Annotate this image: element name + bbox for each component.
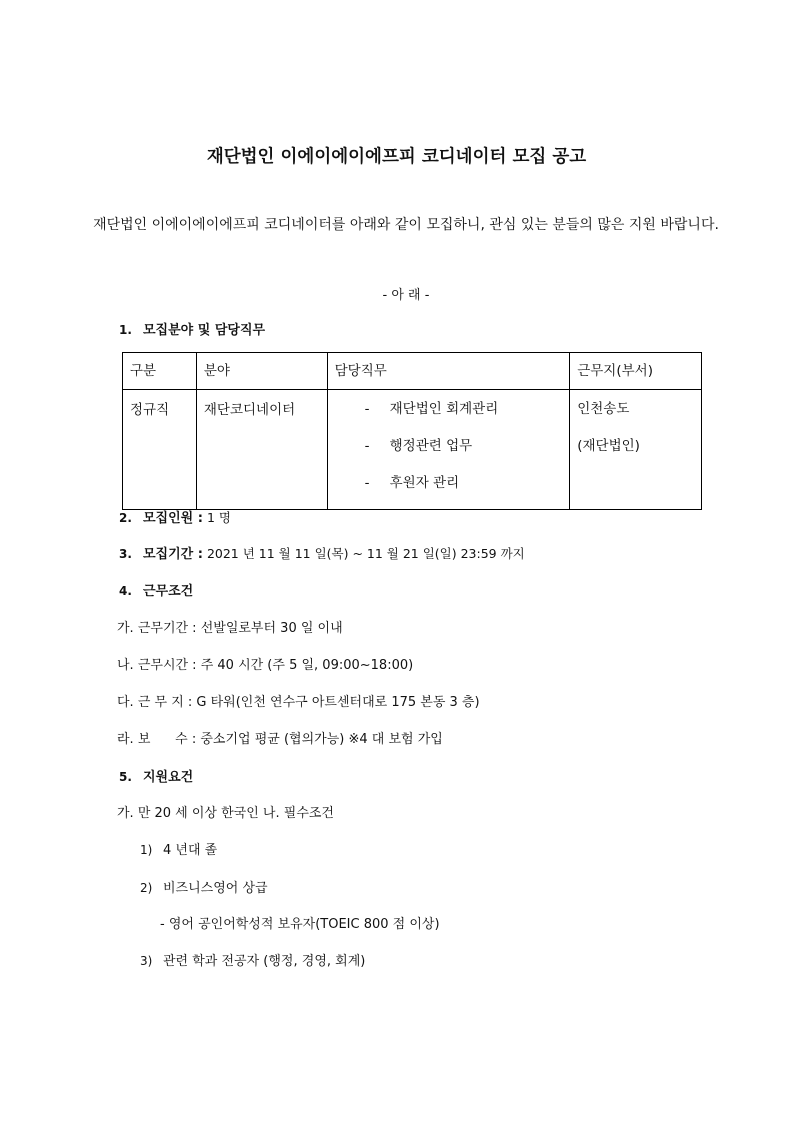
section-label: 근무조건 (143, 584, 194, 599)
duty-item: - 행정관련 업무 (364, 438, 473, 454)
condition-line: 라. 보 수 : 중소기업 평균 (협의가능) ※4 대 보험 가입 (117, 732, 443, 747)
section-1-heading (119, 319, 265, 338)
section-label: 모집인원 : (143, 511, 203, 526)
field-cell (196, 390, 327, 510)
table-row (123, 390, 702, 510)
section-number: 1. (119, 323, 132, 337)
requirement-subnote: - 영어 공인어학성적 보유자(TOEIC 800 점 이상) (160, 917, 440, 932)
location-line: (재단법인) (577, 438, 640, 454)
intro-text: 재단법인 이에이에이에프피 코디네이터를 아래와 같이 모집하니, 관심 있는 분들의 많은 지원 바랍니다. (93, 217, 719, 233)
section-label: 모집기간 : (143, 547, 203, 562)
requirement-item: 3) 관련 학과 전공자 (행정, 경영, 회계) (140, 954, 366, 969)
table-header-cell: 근무지(부서) (570, 353, 702, 390)
section-label: 모집분야 및 담당직무 (143, 323, 266, 338)
location-line: 인천송도 (577, 401, 630, 417)
page-title: 재단법인 이에이에이에프피 코디네이터 모집 공고 (206, 147, 587, 167)
duty-item: - 재단법인 회계관리 (364, 401, 499, 417)
section-5-heading: 5. 지원요건 (119, 770, 194, 785)
table-header-cell: 담당직무 (327, 353, 570, 390)
duties-cell (327, 390, 570, 510)
table-header-cell: 구분 (123, 353, 197, 390)
requirement-line: 가. 만 20 세 이상 한국인 나. 필수조건 (117, 806, 334, 821)
requirement-item: 1) 4 년대 졸 (140, 843, 218, 858)
duty-item: - 후원자 관리 (364, 475, 460, 491)
period-value: 2021 년 11 월 11 일(목) ~ 11 월 21 일(일) 23:59 까지 (202, 546, 525, 561)
section-label: 지원요건 (143, 770, 194, 785)
field-name: 재단코디네이터 (203, 402, 296, 418)
table-header-row (123, 353, 702, 390)
employment-type: 정규직 (130, 402, 170, 418)
headcount-value: 1 명 (202, 510, 231, 525)
condition-line: 나. 근무시간 : 주 40 시간 (주 5 일, 09:00~18:00) (117, 658, 414, 673)
condition-line: 다. 근 무 지 : G 타워(인천 연수구 아트센터대로 175 본동 3 층) (117, 695, 480, 710)
recruitment-table (122, 352, 702, 510)
employment-type-cell (123, 390, 197, 510)
notice-divider: - 아 래 - (382, 288, 430, 303)
table-header-cell: 분야 (196, 353, 327, 390)
section-2-heading: 2. 모집인원 : 1 명 (119, 510, 231, 526)
section-4-heading: 4. 근무조건 (119, 584, 194, 599)
section-3-heading: 3. 모집기간 : 2021 년 11 월 11 일(목) ~ 11 월 21 일(일) 23:59 까지 (119, 546, 525, 562)
location-cell (570, 390, 702, 510)
requirement-item: 2) 비즈니스영어 상급 (140, 881, 268, 896)
condition-line: 가. 근무기간 : 선발일로부터 30 일 이내 (117, 621, 343, 636)
